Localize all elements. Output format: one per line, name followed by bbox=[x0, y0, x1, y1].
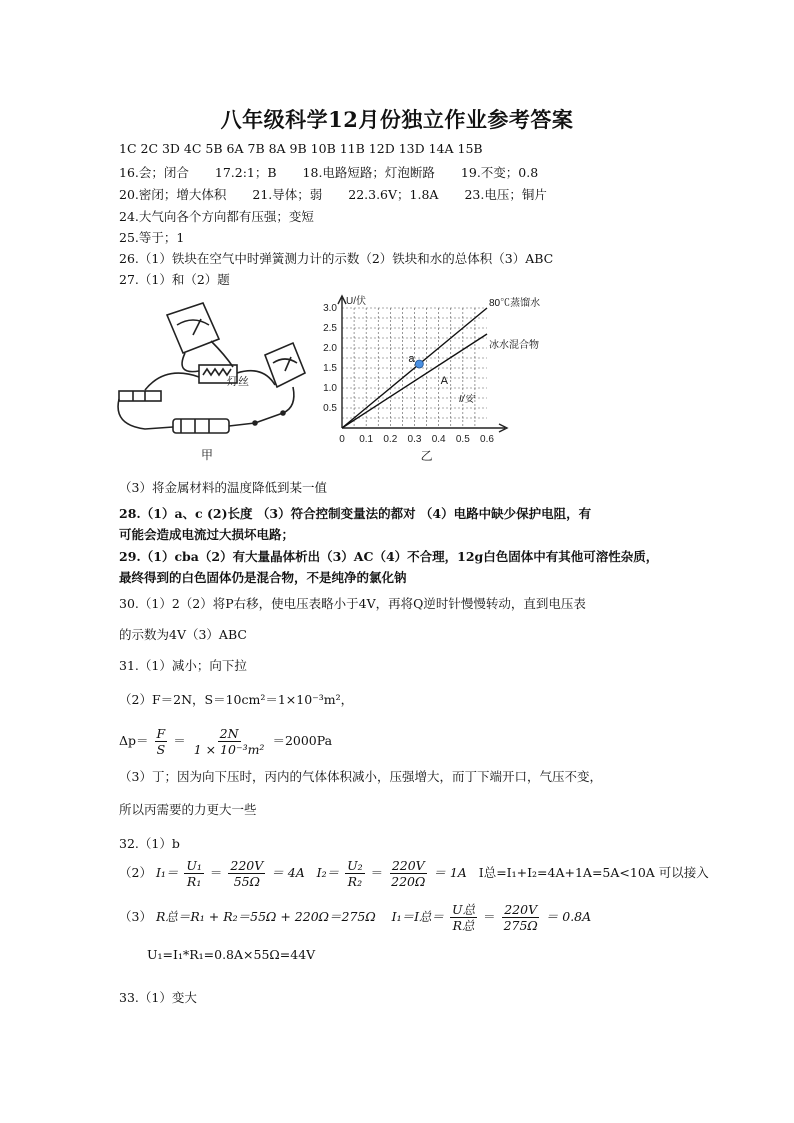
fraction: $\frac{\text{U₂}}{\text{R₂}}$ bbox=[347, 858, 363, 889]
answer-28: 28.（1）a、c (2)长度 （3）符合控制变量法的都对 （4）电路中缺少保护电阻，有 bbox=[119, 506, 592, 521]
answer-32: 32.（1）b bbox=[119, 836, 180, 851]
answer-17: 17.2:1；B bbox=[214, 165, 277, 180]
fraction: $\frac{\text{U₁}}{\text{R₁}}$ bbox=[186, 858, 202, 889]
fraction: $\frac{220V}{220\Omega}$ bbox=[391, 858, 426, 889]
answer-line bbox=[119, 185, 547, 203]
x-tick-label: 0.2 bbox=[383, 434, 398, 445]
figure-caption-jia: 甲 bbox=[201, 448, 214, 462]
answer-27-3: （3）将金属材料的温度降低到某一值 bbox=[119, 480, 327, 495]
y-tick-label: 0.5 bbox=[323, 403, 337, 414]
point-label: A bbox=[440, 375, 449, 387]
circuit-diagram bbox=[115, 295, 330, 465]
x-tick-label: 0.3 bbox=[407, 434, 422, 445]
answer-20: 20.密闭；增大体积 bbox=[119, 187, 227, 202]
answer-line: 1C 2C 3D 4C 5B 6A 7B 8A 9B 10B 11B 12D 13D 14A 15B bbox=[119, 141, 483, 156]
y-axis-label: U/伏 bbox=[346, 296, 366, 307]
ui-chart bbox=[310, 290, 560, 465]
formula-text: Δp＝ bbox=[119, 733, 149, 748]
x-tick-label: 0 bbox=[339, 434, 345, 445]
point-label: a bbox=[408, 353, 415, 365]
answer-25: 25.等于；1 bbox=[119, 230, 185, 245]
data-point bbox=[415, 360, 423, 368]
formula-u1: U₁=I₁*R₁=0.8A×55Ω=44V bbox=[147, 947, 316, 962]
formula-series: （3） R总＝R₁ + R₂＝55Ω + 220Ω＝275Ω I₁＝I总＝ $\frac{\text{U总}}{\text{R总}}$ ＝ $\frac{220V}{275\Omega}$ ＝ 0.8A bbox=[119, 902, 592, 933]
lamp-label: 灯丝 bbox=[227, 376, 249, 388]
switch-icon bbox=[255, 413, 283, 423]
y-tick-label: 1.5 bbox=[323, 363, 337, 374]
answer-18: 18.电路短路；灯泡断路 bbox=[302, 165, 435, 180]
x-axis-label: I/安 bbox=[458, 394, 475, 405]
ammeter-icon bbox=[167, 303, 219, 353]
x-tick-label: 0.1 bbox=[359, 434, 374, 445]
x-tick-label: 0.4 bbox=[431, 434, 446, 445]
answer-23: 23.电压；铜片 bbox=[464, 187, 547, 202]
answer-31: 31.（1）减小；向下拉 bbox=[119, 658, 247, 673]
answer-26: 26.（1）铁块在空气中时弹簧测力计的示数（2）铁块和水的总体积（3）ABC bbox=[119, 251, 554, 266]
fraction: $\frac{220V}{275\Omega}$ bbox=[503, 902, 538, 933]
answer-16: 16.会；闭合 bbox=[119, 165, 189, 180]
series-label: 80℃蒸馏水 bbox=[489, 298, 541, 309]
page-title: 八年级科学12月份独立作业参考答案 bbox=[220, 107, 574, 132]
series-label: 冰水混合物 bbox=[489, 340, 539, 351]
y-tick-label: 1.0 bbox=[323, 383, 337, 394]
answer-31-3-cont: 所以丙需要的力更大一些 bbox=[119, 802, 257, 817]
y-tick-label: 3.0 bbox=[323, 303, 337, 314]
formula-pressure: Δp＝ $\frac{F}{S}$ ＝ $\frac{2N}{\text{1 × 10⁻³m²}}$ ＝2000Pa bbox=[119, 726, 333, 757]
x-tick-label: 0.5 bbox=[455, 434, 470, 445]
answer-19: 19.不变；0.8 bbox=[460, 165, 539, 180]
answer-27: 27.（1）和（2）题 bbox=[119, 272, 230, 287]
answer-30: 30.（1）2（2）将P右移，使电压表略小于4V，再将Q逆时针慢慢转动，直到电压表 bbox=[119, 596, 586, 611]
y-tick-label: 2.5 bbox=[323, 323, 337, 334]
x-tick-label: 0.6 bbox=[480, 434, 494, 445]
answer-28-cont: 可能会造成电流过大损坏电路； bbox=[119, 527, 295, 542]
formula-current: （2） I₁＝ $\frac{\text{U₁}}{\text{R₁}}$ ＝ $\frac{220V}{55\Omega}$ ＝ 4A I₂＝ $\frac{\text{U₂}}{\text{R₂}}$ ＝ $\frac{220V}{220\Omega}$ ＝ 1A I总=I₁+I₂=4A+1A=5A<10A 可以接入 bbox=[119, 858, 709, 889]
answer-29: 29.（1）cba（2）有大量晶体析出（3）AC（4）不合理，12g白色固体中有其他可溶性杂质， bbox=[119, 549, 659, 564]
figure-caption-yi: 乙 bbox=[420, 449, 433, 463]
answer-31-2: （2）F＝2N，S＝10cm²＝1×10⁻³m²， bbox=[119, 692, 354, 707]
answer-30-cont: 的示数为4V（3）ABC bbox=[119, 627, 247, 642]
fraction: $\frac{\text{U总}}{\text{R总}}$ bbox=[452, 902, 476, 933]
battery-icon bbox=[119, 391, 161, 401]
fraction: $\frac{F}{S}$ bbox=[156, 726, 166, 757]
answer-21: 21.导体；弱 bbox=[252, 187, 323, 202]
y-tick-label: 2.0 bbox=[323, 343, 337, 354]
answer-line bbox=[119, 163, 538, 181]
fraction: $\frac{2N}{\text{1 × 10⁻³m²}}$ bbox=[193, 726, 265, 757]
answer-22: 22.3.6V；1.8A bbox=[348, 187, 439, 202]
answer-24: 24.大气向各个方向都有压强；变短 bbox=[119, 209, 314, 224]
answer-31-3: （3）丁；因为向下压时，丙内的气体体积减小，压强增大，而丁下端开口，气压不变， bbox=[119, 769, 602, 784]
answer-29-cont: 最终得到的白色固体仍是混合物，不是纯净的氯化钠 bbox=[119, 570, 407, 585]
fraction: $\frac{220V}{55\Omega}$ bbox=[230, 858, 264, 889]
answer-33: 33.（1）变大 bbox=[119, 990, 197, 1005]
